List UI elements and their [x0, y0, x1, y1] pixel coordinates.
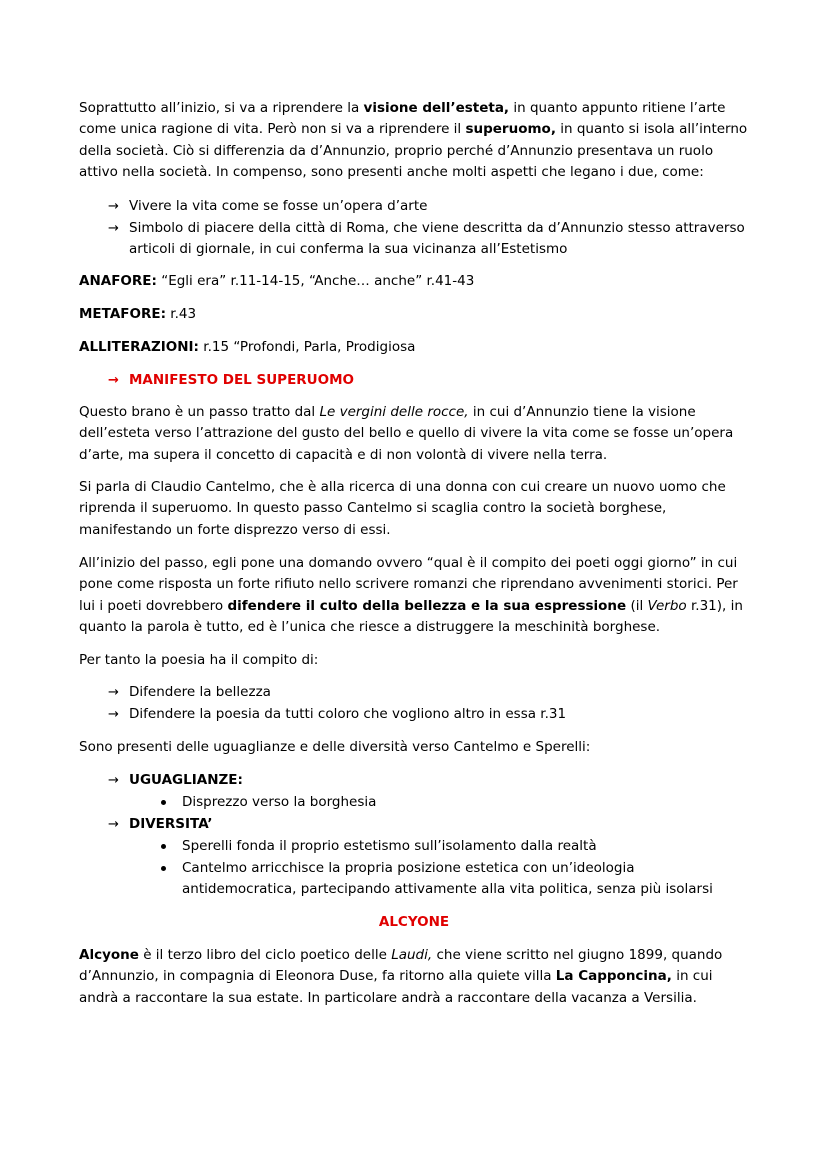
manifesto-paragraph-4: Per tanto la poesia ha il compito di: [79, 652, 319, 668]
manifesto-paragraph-2: Si parla di Claudio Cantelmo, che è alla ricerca di una donna con cui creare un nuovo uomo che riprenda il superuomo. In questo passo Cantelmo si scaglia contro la società borghese, manifestando un forte disprezzo verso di essi. [79, 479, 726, 538]
manifesto-paragraph-5: Sono presenti delle uguaglianze e delle diversità verso Cantelmo e Sperelli: [79, 739, 591, 755]
right-arrow-icon: → [108, 685, 119, 700]
bullet-dot-icon [161, 800, 166, 805]
text-run: è il terzo libro del ciclo poetico delle [138, 947, 392, 963]
metafore-label: METAFORE: [79, 306, 166, 322]
right-arrow-icon: → [108, 199, 119, 214]
text-run: in quanto si isola all’interno della società. Ciò si differenzia da d’Annunzio, proprio perché d’Annunzio presentava un ruolo attivo nella società. In compenso, sono presenti anche molti aspetti che legano i due, come: [79, 121, 748, 181]
list-item: Cantelmo arricchisce la propria posizione estetica con un’ideologia antidemocratica, partecipando attivamente alla vita politica, senza più isolarsi [182, 860, 713, 898]
right-arrow-icon: → [108, 707, 119, 722]
text-run: r.31), in quanto la parola è tutto, ed è l’unica che riesce a distruggere la meschinità borghese. [79, 597, 743, 636]
right-arrow-icon: → [108, 373, 119, 388]
text-run: Soprattutto all’inizio, si va a riprendere la [79, 100, 364, 116]
alliterazioni-label: ALLITERAZIONI: [79, 339, 199, 355]
manifesto-paragraph-1 [79, 402, 749, 466]
right-arrow-icon: → [108, 221, 119, 236]
right-arrow-icon: → [108, 773, 119, 788]
text-run: Questo brano è un passo tratto dal [79, 404, 320, 420]
section-heading-manifesto: MANIFESTO DEL SUPERUOMO [129, 372, 355, 388]
text-run: in cui andrà a raccontare la sua estate. In particolare andrà a raccontare della vacanza a Versilia. [79, 968, 713, 1006]
text-run: (il [626, 597, 648, 614]
list-item: Disprezzo verso la borghesia [182, 794, 377, 810]
bold-term-alcyone: Alcyone [79, 947, 139, 963]
intro-paragraph [79, 98, 749, 184]
bold-term-visione: visione dell’esteta, [363, 100, 510, 116]
text-run: in cui d’Annunzio tiene la visione dell’esteta verso l’attrazione del gusto del bello e quello di vivere la vita come se fosse un’opera d’arte, ma supera il concetto di capacità e di non volontà di vivere nella terra. [79, 404, 734, 463]
list-item: Vivere la vita come se fosse un’opera d’arte [129, 198, 428, 214]
right-arrow-icon: → [108, 817, 119, 832]
bullet-dot-icon [161, 866, 166, 871]
uguaglianze-label: UGUAGLIANZE: [129, 772, 243, 788]
manifesto-paragraph-3 [79, 553, 749, 639]
anafore-text: “Egli era” r.11-14-15, “Anche… anche” r.41-43 [156, 273, 475, 289]
italic-term: Verbo [647, 597, 687, 614]
book-title: Le vergini delle rocce, [319, 404, 469, 420]
diversita-label: DIVERSITA’ [129, 816, 213, 832]
text-run: All’inizio del passo, egli pone una domando ovvero “qual è il compito dei poeti oggi giorno” in cui pone come risposta un forte rifiuto nello scrivere romanzi che riprendano avvenimenti storici. Per lui i poeti dovrebbero [79, 555, 738, 614]
bold-phrase: difendere il culto della bellezza e la sua espressione [227, 597, 627, 614]
metafore-text: r.43 [165, 306, 197, 322]
list-item: Difendere la poesia da tutti coloro che vogliono altro in essa r.31 [129, 706, 567, 722]
list-item: Sperelli fonda il proprio estetismo sull’isolamento dalla realtà [182, 838, 597, 854]
alcyone-paragraph [79, 945, 749, 1009]
anafore-label: ANAFORE: [79, 273, 157, 289]
anafore-line [79, 271, 749, 292]
list-item: Difendere la bellezza [129, 684, 271, 700]
text-run: in quanto appunto ritiene l’arte come unica ragione di vita. Però non si va a riprendere il [79, 100, 726, 138]
text-run: che viene scritto nel giugno 1899, quando d’Annunzio, in compagnia di Eleonora Duse, fa ritorno alla quiete villa [79, 947, 723, 985]
bold-term-superuomo: superuomo, [465, 121, 556, 138]
alliterazioni-line [79, 337, 749, 358]
alliterazioni-text: r.15 “Profondi, Parla, Prodigiosa [198, 339, 416, 355]
italic-term-laudi: Laudi, [391, 947, 433, 963]
section-heading-alcyone: ALCYONE [378, 914, 450, 930]
bold-term-capponcina: La Capponcina, [555, 968, 672, 985]
bullet-dot-icon [161, 844, 166, 849]
metafore-line [79, 304, 749, 325]
list-item: Simbolo di piacere della città di Roma, che viene descritta da d’Annunzio stesso attraverso articoli di giornale, in cui conferma la sua vicinanza all’Estetismo [129, 220, 745, 258]
